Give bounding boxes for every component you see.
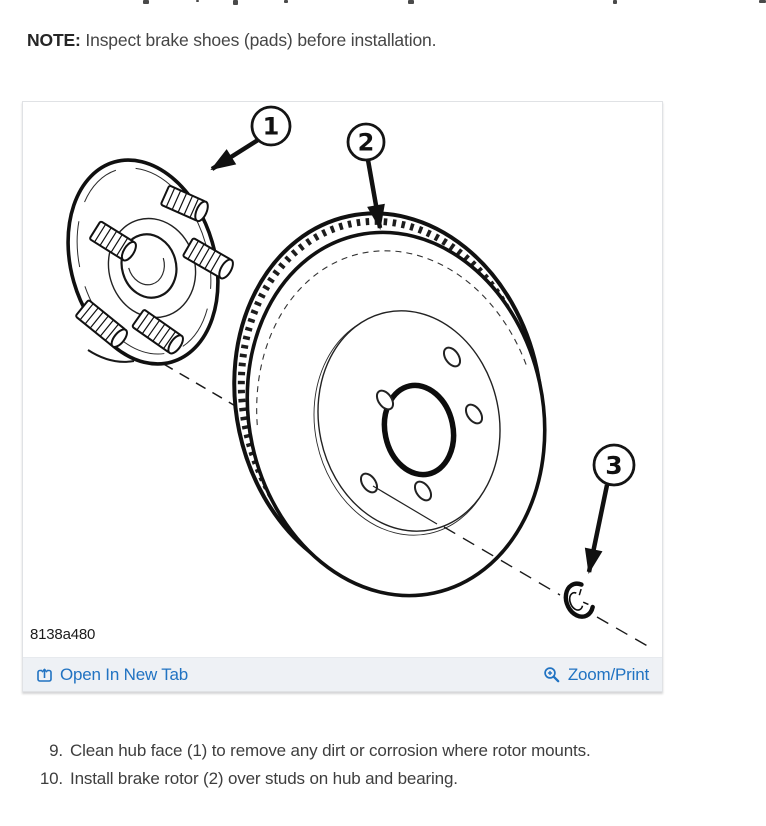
callout-3 xyxy=(589,445,634,572)
zoom-print-label: Zoom/Print xyxy=(567,664,649,684)
callout-1 xyxy=(212,107,290,169)
figure-card xyxy=(22,101,663,692)
brake-rotor-diagram xyxy=(23,102,662,657)
callout-1-label: 1 xyxy=(262,112,280,141)
callout-3-label: 3 xyxy=(605,451,623,480)
zoom-print-link[interactable] xyxy=(543,665,649,685)
magnifier-plus-icon xyxy=(543,666,561,684)
procedure-steps xyxy=(36,737,591,792)
callout-2-label: 2 xyxy=(357,128,375,157)
step-10 xyxy=(36,765,591,793)
step-number: 10. xyxy=(39,768,63,788)
figure-canvas xyxy=(23,102,662,657)
brake-rotor-art xyxy=(200,185,578,624)
open-in-new-tab-label: Open In New Tab xyxy=(60,664,189,684)
step-text: Clean hub face (1) to remove any dirt or corrosion where rotor mounts. xyxy=(70,741,591,760)
retainer-clip-art xyxy=(561,581,595,621)
note-line xyxy=(27,30,436,51)
open-in-new-tab-link[interactable] xyxy=(36,665,188,685)
image-id-label: 8138a480 xyxy=(30,626,96,643)
note-label: NOTE: xyxy=(27,30,81,50)
box-arrow-up-icon xyxy=(36,666,53,683)
step-9 xyxy=(36,737,591,765)
hub-bearing-art xyxy=(45,142,241,382)
step-text: Install brake rotor (2) over studs on hub and bearing. xyxy=(70,768,458,788)
figure-footer xyxy=(23,657,662,691)
note-text: Inspect brake shoes (pads) before installation. xyxy=(80,30,437,50)
step-number: 9. xyxy=(49,741,63,760)
